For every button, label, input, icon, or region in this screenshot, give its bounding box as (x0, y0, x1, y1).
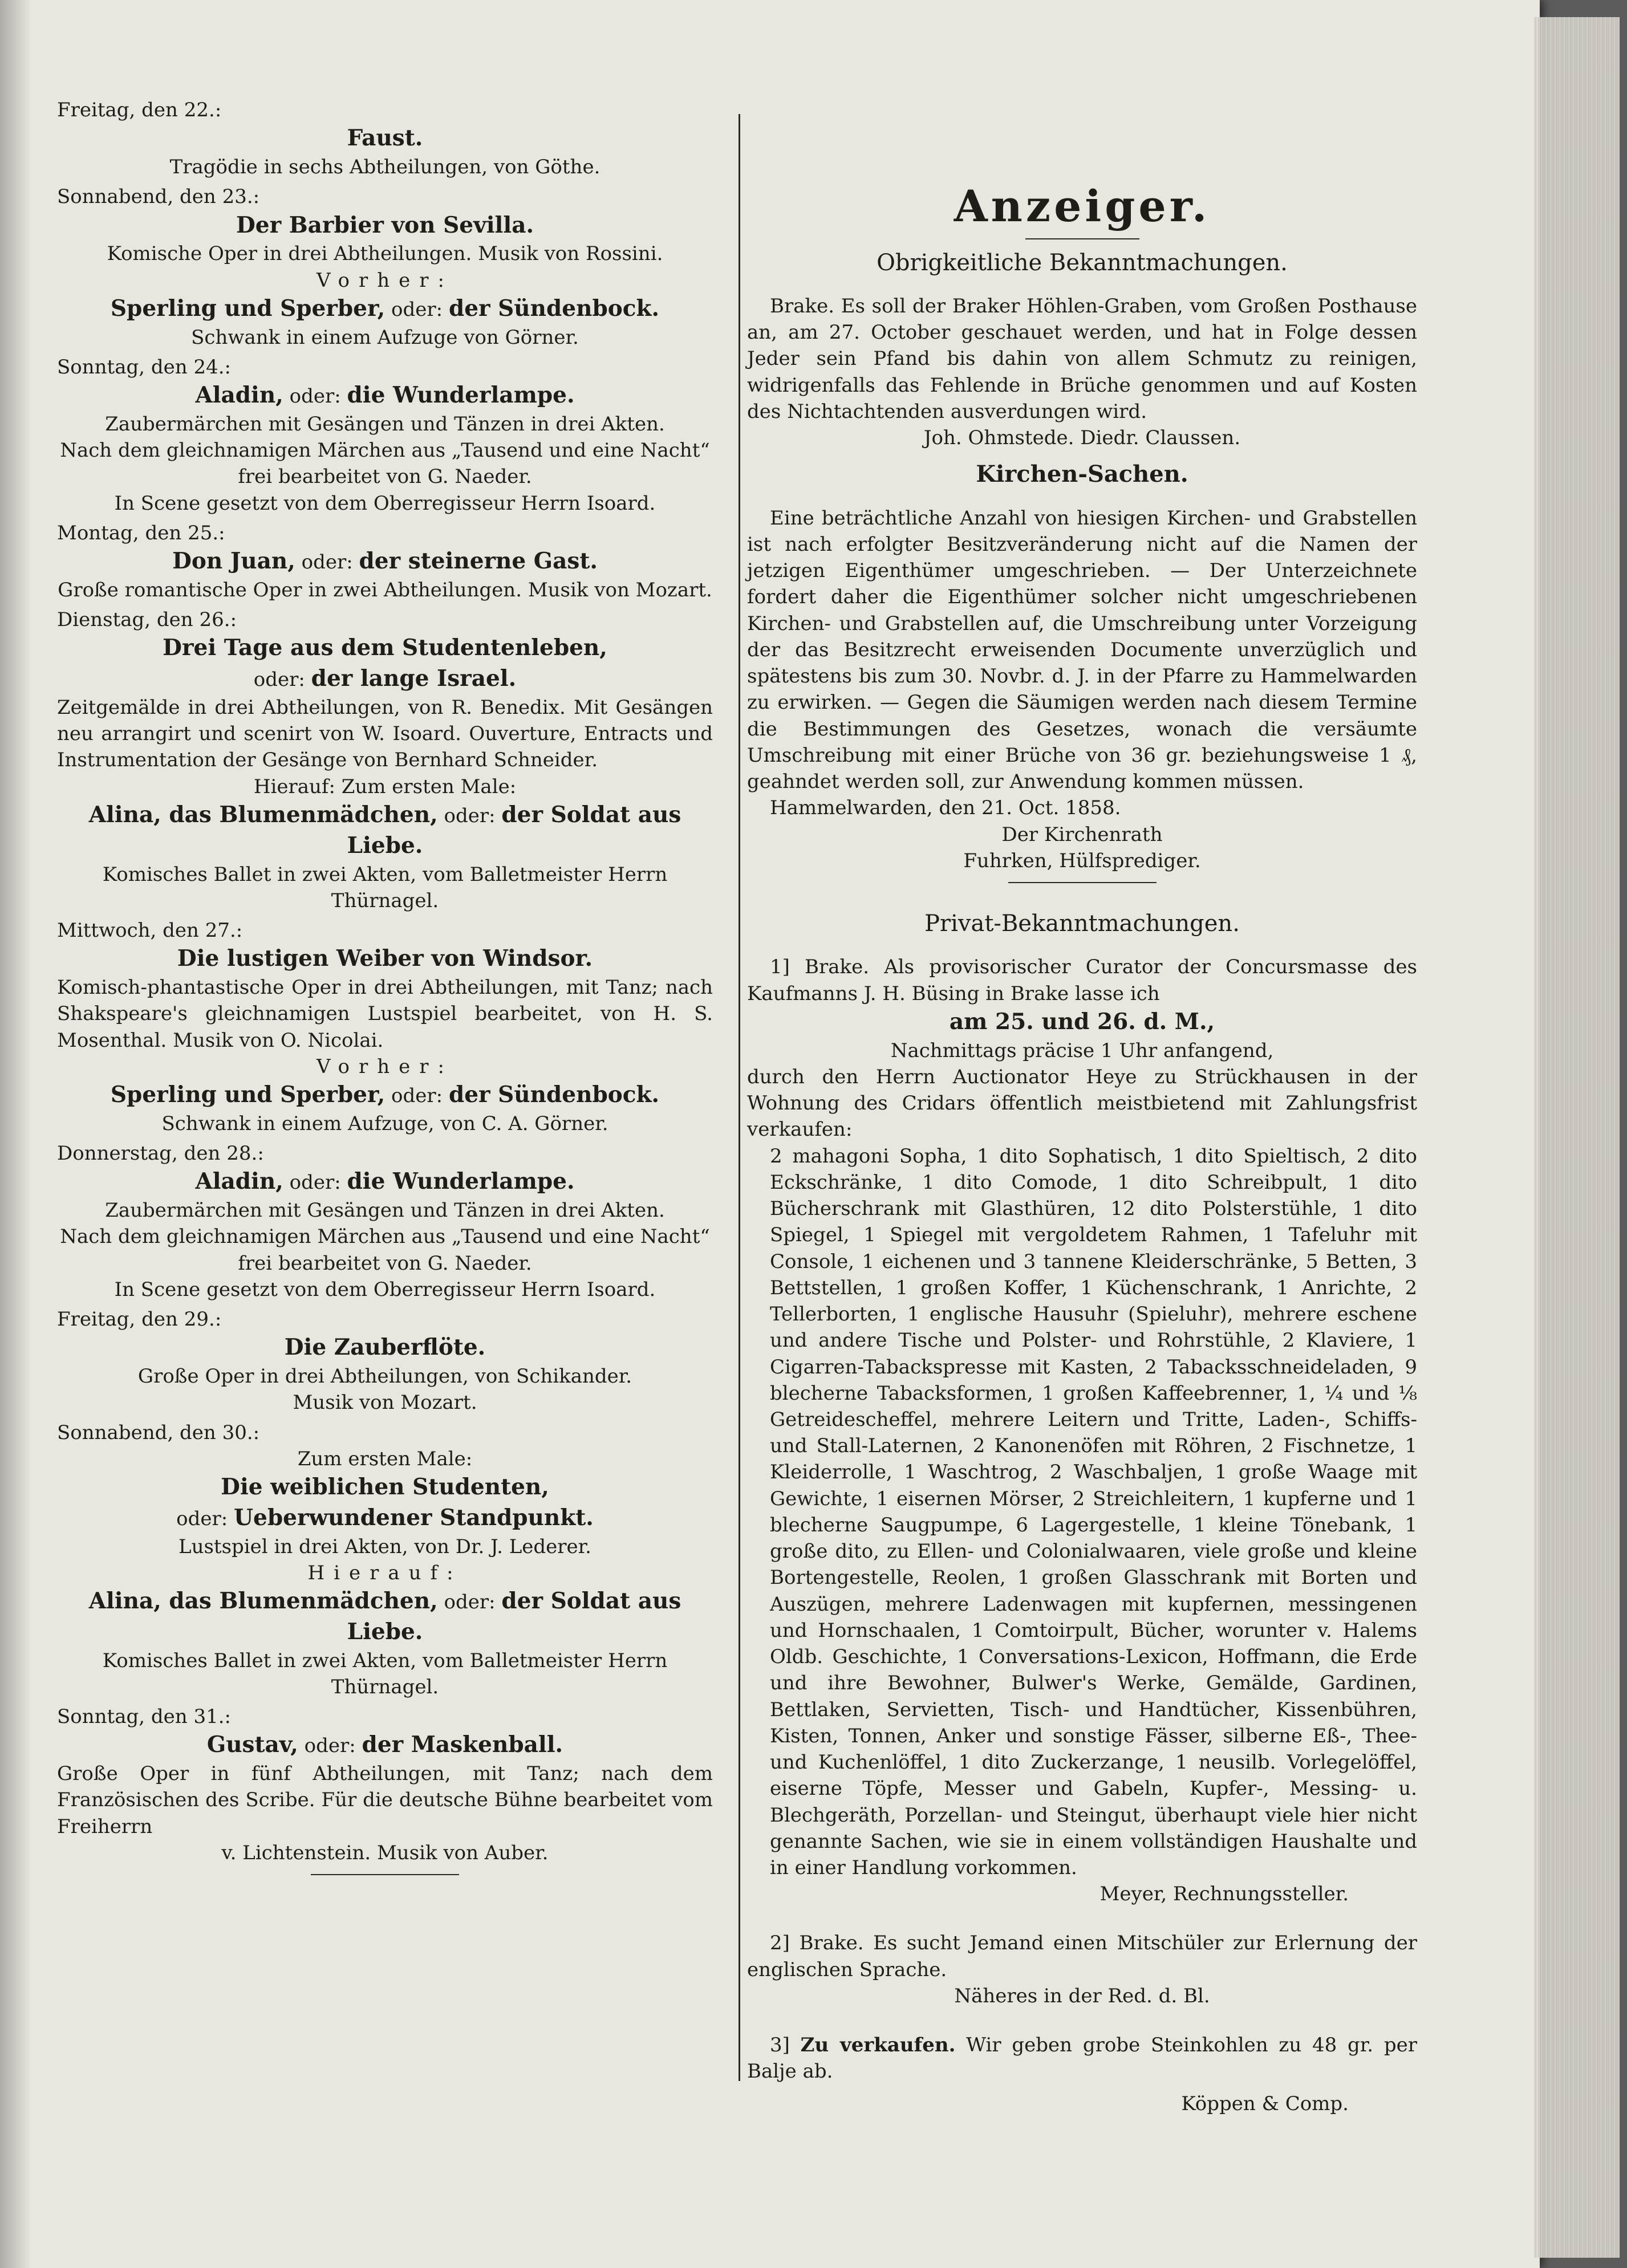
notice-paragraph: Brake. Es soll der Braker Höhlen-Graben, vom Großen Posthause an, am 27. October geschauet werden, und hat in Folge dessen Jeder sein Pfand bis dahin von allem Schmutz zu reinigen, widrigenfalls das Fehlende in Brüche genommen und auf Kosten des Nichtachtenden ausverdungen wird. (747, 294, 1417, 423)
play-title: Die weiblichen Studenten, (221, 1474, 549, 1500)
title-part: der Maskenball. (362, 1732, 563, 1758)
play-description: In Scene gesetzt von dem Oberregisseur Herrn Isoard. (114, 491, 656, 515)
title-part: die Wunderlampe. (347, 1168, 575, 1195)
play-title (57, 294, 713, 324)
play-description: Lustspiel in drei Akten, von Dr. J. Lederer. (178, 1535, 591, 1558)
play-title: Die Zauberflöte. (284, 1334, 486, 1361)
programme-day (57, 607, 713, 914)
vorher-label: Vorher: (317, 1055, 453, 1078)
day-date: Mittwoch, den 27.: (57, 919, 243, 942)
advert-reference: Näheres in der Red. d. Bl. (954, 1984, 1210, 2007)
auction-date: am 25. und 26. d. M., (949, 1008, 1215, 1035)
programme-day (57, 1140, 713, 1303)
play-description: Zaubermärchen mit Gesängen und Tänzen in drei Akten. (105, 412, 665, 436)
play-title (57, 1166, 713, 1197)
programme-day (57, 520, 713, 603)
play-title (57, 546, 713, 577)
play-title (57, 1080, 713, 1111)
advert-paragraph: durch den Herrn Auctionator Heye zu Strückhausen in der Wohnung des Cridars öffentlich meistbietend mit Zahlungsfrist verkaufen: (747, 1065, 1417, 1141)
play-description: Komisches Ballet in zwei Akten, vom Balletmeister Herrn Thürnagel. (102, 863, 668, 912)
title-part: Ueberwundener Standpunkt. (234, 1504, 594, 1531)
play-description: frei bearbeitet von G. Naeder. (238, 1251, 532, 1275)
play-title (57, 1503, 713, 1534)
section-divider (1025, 238, 1139, 239)
play-description: Nach dem gleichnamigen Märchen aus „Tausend und eine Nacht“ (60, 1225, 710, 1249)
title-part: Alina, das Blumenmädchen, (88, 801, 438, 828)
advert-signature: Köppen & Comp. (1181, 2092, 1349, 2115)
play-title: Faust. (347, 125, 423, 152)
title-part: Aladin, (195, 382, 283, 409)
title-part: der lange Israel. (311, 665, 517, 692)
spacer (747, 891, 1417, 906)
title-part: Aladin, (195, 1168, 283, 1195)
auction-item-list: 2 mahagoni Sopha, 1 dito Sophatisch, 1 dito Spieltisch, 2 dito Eckschränke, 1 dito Comode, 1 dito Schreibpult, 1 dito Bücherschrank mit Glasthüren, 12 dito Polsterstühle, 1 dito Spiegel, 1 Spiegel mit vergoldetem Rahmen, 1 Tafeluhr mit Console, 1 eichenen und 3 tannene Kleiderschränke, 5 Betten, 3 Bettstellen, 1 großen Koffer, 1 Küchenschrank, 1 Anrichte, 2 Tellerborten, 1 englische Hausuhr (Spieluhr), mehrere eschene und andere Tische und Polster- und Rohrstühle, 2 Klaviere, 1 Cigarren-Tabackspresse mit Kasten, 2 Tabacksschneideladen, 9 blecherne Tabacksformen, 1 großen Kaffeebrenner, 1, ¼ und ⅛ Getreidescheffel, mehrere Leitern und Tritte, Laden-, Schiffs- und Stall-Laternen, 2 Kanonenöfen mit Röhren, 2 Fischnetze, 1 Kleiderrolle, 1 Waschtrog, 2 Waschbaljen, 1 große Waage mit Gewichte, 1 eisernen Mörser, 2 Streichleitern, 1 kupferne und 1 blecherne Saugpumpe, 6 Lagergestelle, 1 kleine Tönebank, 1 große dito, zu Ellen- und Colonialwaaren, viele große und kleine Bortengestelle, Reolen, 1 großen Glasschrank mit Borten und Auszügen, mehrere Ladenwagen mit kupfernen, messingenen und Hornschaalen, 1 Comtoirpult, Bücher, worunter v. Halems Oldb. Geschichte, 1 Conversations-Lexicon, Hoffmann, die Erde und ihre Bewohner, Bulwer's Werke, Gemälde, Gardinen, Bettlaken, Servietten, Tisch- und Handtücher, Kissenbühren, Kisten, Tonnen, Anker und sonstige Fässer, silberne Eß-, Thee- und Kuchenlöffel, 1 dito Zuckerzange, 1 neusilb. Vorlegelöffel, eiserne Töpfe, Messer und Gabeln, Kupfer-, Messing- u. Blechgeräth, Porzellan- und Steingut, überhaupt viele hier nicht genannte Sachen, wie sie in einem vollständigen Haushalte und in einer Handlung vorkommen. (770, 1144, 1417, 1879)
hierauf-label: Hierauf: (307, 1561, 462, 1584)
binding-shadow (0, 0, 31, 2268)
title-connector: oder: (437, 1591, 502, 1614)
section-divider (311, 1874, 459, 1875)
spacer (747, 2009, 1417, 2032)
title-part: der Soldat aus Liebe. (347, 1588, 681, 1645)
play-description: Zaubermärchen mit Gesängen und Tänzen in drei Akten. (105, 1199, 665, 1222)
play-description: Nach dem gleichnamigen Märchen aus „Tausend und eine Nacht“ (60, 439, 710, 462)
title-part: Sperling und Sperber, (110, 1081, 386, 1108)
play-description: In Scene gesetzt von dem Oberregisseur Herrn Isoard. (114, 1278, 656, 1301)
title-connector: oder: (295, 551, 359, 574)
notice-paragraph: Eine beträchtliche Anzahl von hiesigen Kirchen- und Grabstellen ist nach erfolgter Besitzveränderung nicht auf die Namen der jetzigen Eigenthümer umgeschrieben. — Der Unterzeichnete fordert daher die Eigenthümer solcher nicht umgeschriebenen Kirchen- und Grabstellen auf, die Umschreibung unter Vorzeigung der das Besitzrecht erweisenden Documente unverzüglich und spätestens bis zum 30. Novbr. d. J. in der Pfarre zu Hammelwarden zu erwirken. — Gegen die Säumigen werden nach diesem Termine die Bestimmungen des Gesetzes, wonach die versäumte Umschreibung mit einer Brüche von 36 gr. beziehungsweise 1 ₰, geahndet werden soll, zur Anwendung kommen müssen. (747, 506, 1417, 794)
title-part: Gustav, (206, 1732, 298, 1758)
play-description: Komisches Ballet in zwei Akten, vom Balletmeister Herrn Thürnagel. (102, 1649, 668, 1698)
auction-time: Nachmittags präcise 1 Uhr anfangend, (890, 1039, 1274, 1062)
title-connector: oder: (437, 804, 502, 827)
title-part: der Sündenbock. (448, 295, 660, 322)
play-description: Große romantische Oper in zwei Abtheilungen. Musik von Mozart. (58, 578, 712, 601)
page-title: Anzeiger. (954, 181, 1211, 231)
page-edges (1534, 17, 1620, 2258)
notice-date: Hammelwarden, den 21. Oct. 1858. (770, 796, 1121, 820)
advert-signature: Meyer, Rechnungssteller. (1099, 1883, 1349, 1906)
section-heading: Obrigkeitliche Bekanntmachungen. (877, 249, 1288, 276)
column-divider (739, 114, 740, 2081)
play-description: Musik von Mozart. (293, 1391, 477, 1415)
title-connector: oder: (283, 385, 347, 408)
day-date: Freitag, den 22.: (57, 99, 222, 121)
day-date: Montag, den 25.: (57, 521, 225, 544)
day-date: Sonntag, den 31.: (57, 1705, 231, 1729)
title-part: Alina, das Blumenmädchen, (88, 1588, 438, 1615)
section-heading: Kirchen-Sachen. (976, 461, 1188, 488)
programme-day (57, 184, 713, 351)
title-connector: oder: (253, 668, 311, 692)
day-date: Sonnabend, den 23.: (57, 185, 260, 209)
vorher-label: Vorher: (317, 269, 453, 292)
play-description: Tragödie in sechs Abtheilungen, von Göthe. (169, 156, 601, 179)
programme-day (57, 1704, 713, 1875)
play-title (57, 1586, 713, 1648)
play-description: Große Oper in fünf Abtheilungen, mit Tanz; nach dem Französischen des Scribe. Für die deutsche Bühne bearbeitet vom Freiherrn (57, 1762, 713, 1838)
title-part: Don Juan, (172, 548, 295, 575)
advert-text: Wir geben grobe Steinkohlen zu 48 gr. per Balje ab. (747, 2034, 1417, 2083)
advert-paragraph: 1] Brake. Als provisorischer Curator der Concursmasse des Kaufmanns J. H. Büsing in Brake lasse ich (747, 956, 1417, 1005)
spacer (747, 939, 1417, 954)
spacer (747, 1907, 1417, 1930)
first-time-label: Zum ersten Male: (297, 1447, 473, 1470)
play-description: Komisch-phantastische Oper in drei Abtheilungen, mit Tanz; nach Shakspeare's gleichnamigen Lustspiel bearbeitet, von H. S. Mosenthal. Musik von O. Nicolai. (57, 976, 713, 1052)
day-date: Sonntag, den 24.: (57, 355, 231, 379)
programme-day (57, 97, 713, 180)
play-title: Die lustigen Weiber von Windsor. (177, 945, 593, 972)
play-description: frei bearbeitet von G. Naeder. (238, 465, 532, 489)
advert-paragraph (747, 2032, 1417, 2084)
title-connector: oder: (298, 1734, 362, 1758)
title-part: der Sündenbock. (448, 1081, 660, 1108)
play-description: Zeitgemälde in drei Abtheilungen, von R. Benedix. Mit Gesängen neu arrangirt und scenirt von W. Isoard. Ouverture, Entracts und Instrumentation der Gesänge von Bernhard Schneider. (57, 696, 713, 772)
play-description: Schwank in einem Aufzuge, von C. A. Görner. (161, 1112, 608, 1135)
notice-signature: Fuhrken, Hülfsprediger. (963, 849, 1201, 872)
spacer (747, 278, 1417, 293)
title-part: die Wunderlampe. (347, 382, 575, 409)
spacer (747, 490, 1417, 505)
play-title (57, 800, 713, 861)
title-connector: oder: (385, 1084, 449, 1107)
section-heading: Privat-Bekanntmachungen. (924, 911, 1240, 937)
advert-number: 3] (770, 2034, 801, 2057)
title-part: Sperling und Sperber, (110, 295, 386, 322)
play-description: Schwank in einem Aufzuge von Görner. (191, 326, 579, 349)
play-title (57, 380, 713, 411)
programme-day (57, 1306, 713, 1416)
programme-day (57, 917, 713, 1137)
day-date: Sonnabend, den 30.: (57, 1421, 260, 1444)
play-title: Drei Tage aus dem Studentenleben, (163, 635, 607, 661)
title-connector: oder: (176, 1507, 234, 1530)
play-description: Große Oper in drei Abtheilungen, von Schikander. (137, 1365, 632, 1388)
notice-signature: Joh. Ohmstede. Diedr. Claussen. (923, 426, 1241, 450)
theatre-programme-column (57, 97, 713, 1883)
notice-signature: Der Kirchenrath (1001, 823, 1163, 846)
play-description: v. Lichtenstein. Musik von Auber. (221, 1841, 549, 1864)
title-connector: oder: (283, 1171, 347, 1194)
programme-day (57, 354, 713, 517)
play-title: Der Barbier von Sevilla. (236, 212, 534, 238)
play-title (57, 1730, 713, 1761)
play-description: Komische Oper in drei Abtheilungen. Musik von Rossini. (107, 242, 663, 266)
programme-day (57, 1420, 713, 1701)
title-part: der steinerne Gast. (359, 548, 598, 575)
section-divider (1008, 882, 1157, 883)
play-title (57, 664, 713, 694)
title-part: der Soldat aus Liebe. (347, 801, 681, 859)
day-date: Freitag, den 29.: (57, 1308, 222, 1331)
day-date: Donnerstag, den 28.: (57, 1142, 264, 1165)
day-date: Dienstag, den 26.: (57, 608, 237, 632)
advert-paragraph: 2] Brake. Es sucht Jemand einen Mitschüler zur Erlernung der englischen Sprache. (747, 1932, 1417, 1981)
title-connector: oder: (385, 298, 449, 321)
advert-heading: Zu verkaufen. (800, 2034, 956, 2057)
anzeiger-column (747, 97, 1417, 2117)
hierauf-label: Hierauf: Zum ersten Male: (253, 775, 517, 798)
